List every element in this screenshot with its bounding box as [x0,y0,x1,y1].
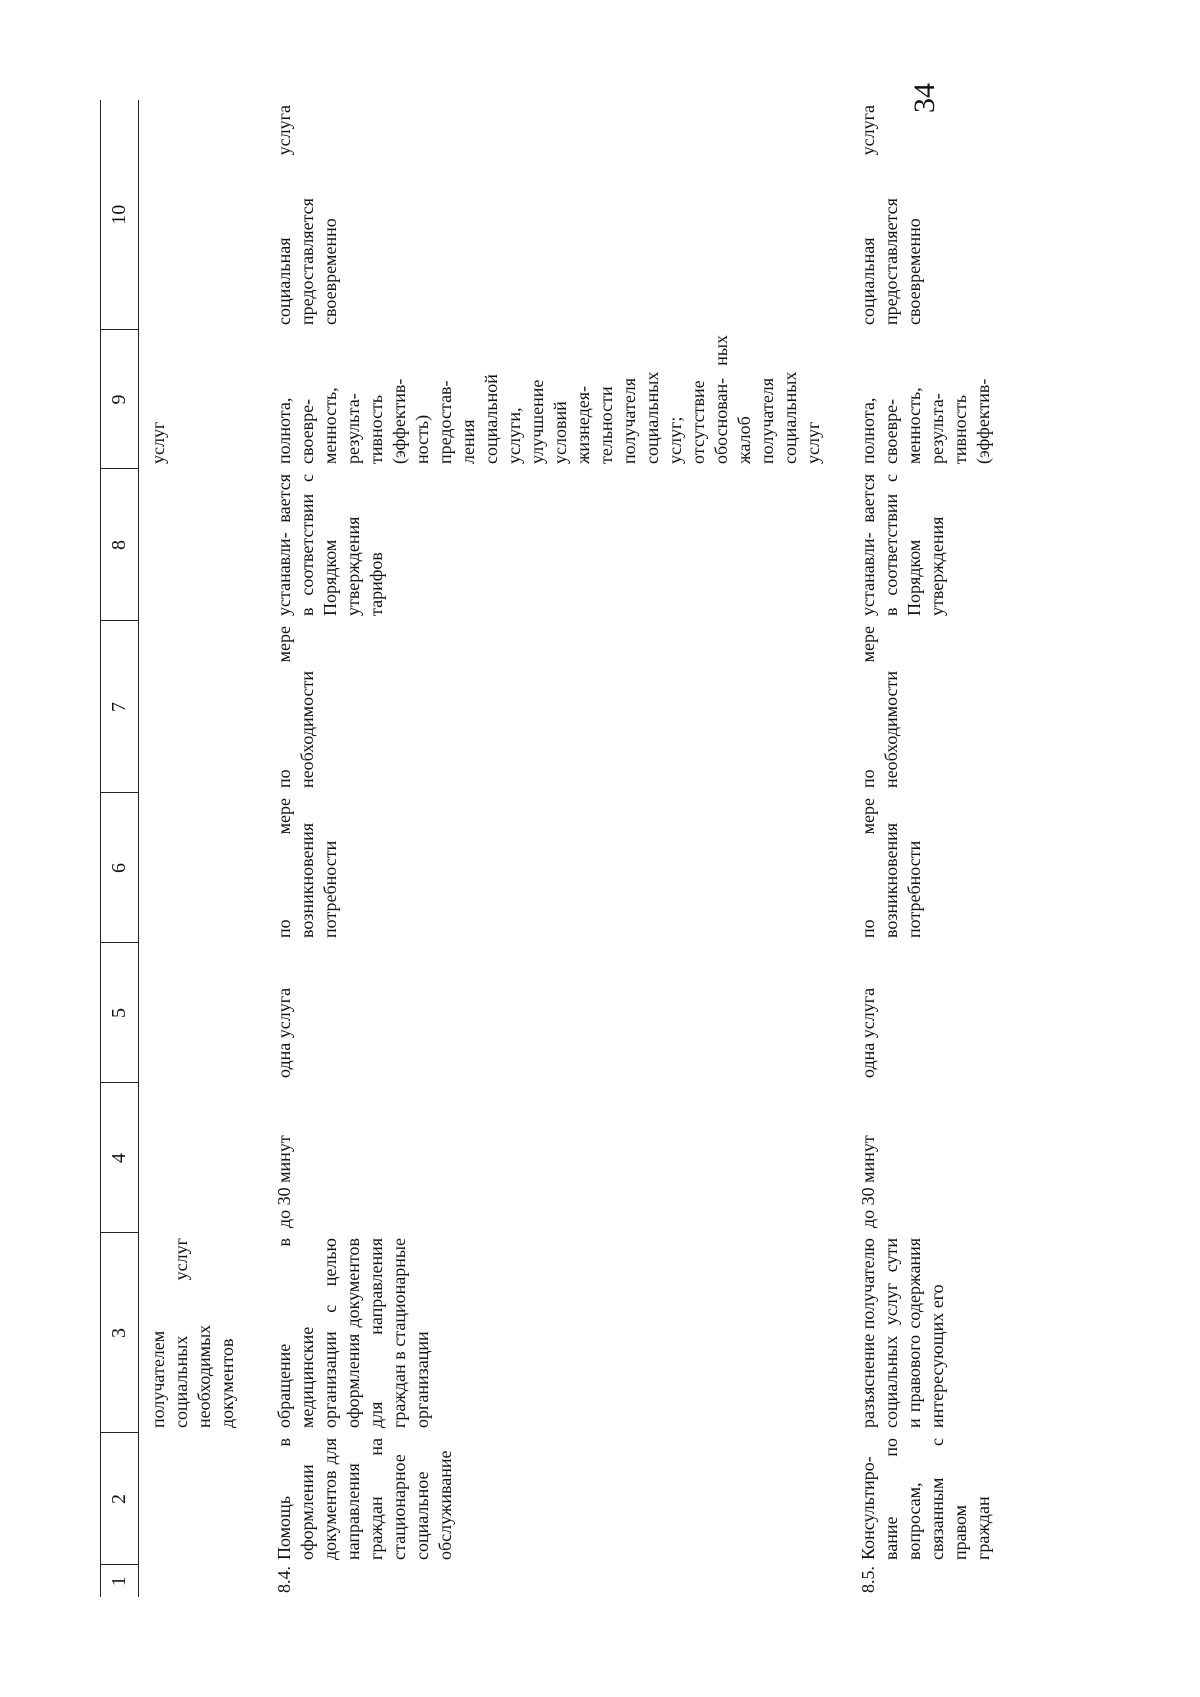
column-number: 8 [101,469,139,621]
service-conditions: социальная услуга предоставляется своевременно [274,105,340,325]
service-name: Консультиро- вание по вопросам, связанным с правом граждан [858,1438,993,1560]
service-volume: по мере необходимости [274,626,317,788]
service-number: 8.5. [858,1566,878,1593]
service-unit: одна услуга [274,987,294,1078]
quality-indicators: полнота, своевре- менность, результа- тивность (эффектив- ность) предостав- ления социальной услуги, улучшение условий жизнедея- тельности получателя социальных услуг; отсутствие обоснован- ных жалоб получателя социальных услуг [274,335,823,464]
service-description: разъяснение получателю социальных услуг сути и правового содержания интересующих его [858,1238,947,1428]
service-conditions: социальная услуга предоставляется своевременно [858,105,924,325]
column-number: 1 [101,1565,139,1597]
service-description: обращение в медицинские организации с целью оформления документов для направления граждан в стационарные организации [274,1238,432,1428]
column-number: 6 [101,793,139,943]
column-number: 7 [101,621,139,793]
quality-indicators: полнота, своевре- менность, результа- тивность (эффектив- [858,378,993,464]
continuation-row [139,100,264,1597]
service-number: 8.4. [274,1566,294,1593]
column-number-row [101,100,139,1597]
service-time: до 30 минут [274,1135,294,1228]
column-number: 9 [101,330,139,469]
page-number: 34 [908,83,941,113]
services-table [100,100,1017,1597]
service-frequency: по мере возникновения потребности [274,798,340,938]
service-frequency: по мере возникновения потребности [858,798,924,938]
column-number: 4 [101,1083,139,1233]
service-name: Помощь в оформлении документов для направления граждан на стационарное социальное обслуживание [274,1438,455,1560]
rotated-page-content [100,100,1100,1597]
table-row [263,100,847,1597]
column-number: 5 [101,943,139,1083]
service-volume: по мере необходимости [858,626,901,788]
service-cost: устанавли- вается в соответствии с Порядком утверждения тарифов [274,474,386,616]
service-time: до 30 минут [858,1135,878,1228]
column-number: 2 [101,1433,139,1565]
service-cost: устанавли- вается в соответствии с Порядком утверждения [858,474,947,616]
quality-indicator-continuation: услуг [148,421,168,464]
table-row [847,100,1017,1597]
column-number: 10 [101,100,139,330]
column-number: 3 [101,1233,139,1433]
service-unit: одна услуга [858,987,878,1078]
service-description-continuation: получателем социальных услуг необходимых документов [148,1238,237,1428]
